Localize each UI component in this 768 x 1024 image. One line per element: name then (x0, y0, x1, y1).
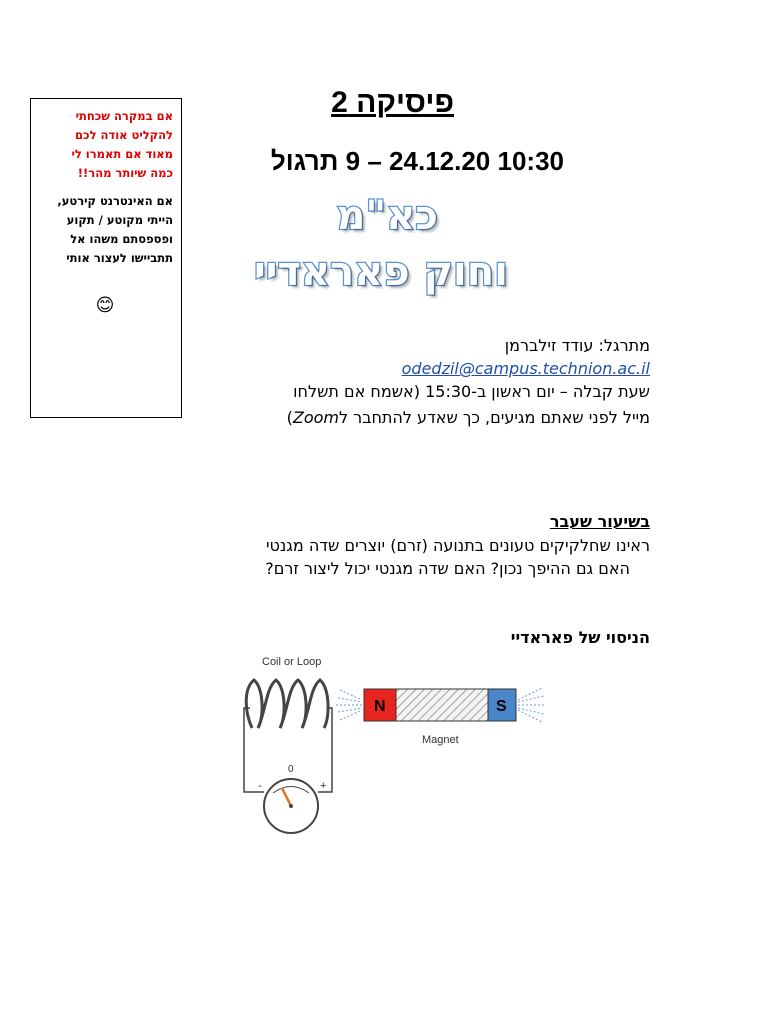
office-hours-close: ) (286, 408, 293, 427)
previous-lesson-heading: בשיעור שעבר (549, 512, 650, 531)
field-lines-right (518, 688, 546, 722)
notice-black-line: אם האינטרנט קירטע, (57, 194, 173, 208)
faraday-experiment-diagram (236, 648, 556, 848)
faraday-experiment-heading: הניסוי של פאראדיי (510, 628, 650, 647)
coil-icon (246, 680, 328, 728)
notice-red-line: להקליט אודה לכם (75, 128, 173, 142)
bar-magnet (364, 689, 516, 746)
office-hours-text: מייל לפני שאתם מגיעים, כך שאדע להתחבר ל (338, 408, 650, 427)
topic-title-line2: וחוק פאראדיי (253, 249, 508, 295)
notice-red-text (37, 107, 173, 183)
course-title: פיסיקה 2 (331, 86, 454, 119)
notice-black-line: ופספסתם משהו אל (70, 232, 173, 246)
galvanometer-icon (258, 764, 326, 833)
notice-red-line: אם במקרה שכחתי (75, 109, 173, 123)
meter-zero-label: 0 (288, 764, 294, 775)
previous-lesson-line2: האם גם ההיפך נכון? האם שדה מגנטי יכול ליצור זרם? (265, 559, 630, 578)
practice-date-line: 10:30 24.12.20 – 9 תרגול (270, 146, 564, 176)
previous-lesson-line1: ראינו שחלקיקים טעונים בתנועה (זרם) יוצרים שדה מגנטי (265, 536, 650, 555)
instructor-email-link[interactable]: odedzil@campus.technion.ac.il (401, 359, 650, 378)
south-pole-label: S (496, 698, 507, 715)
notice-box (30, 98, 182, 418)
magnet-label: Magnet (422, 734, 459, 746)
notice-black-line: הייתי מקוטע / תקוע (66, 213, 173, 227)
office-hours-line1: שעת קבלה – יום ראשון ב-15:30 (אשמח אם תשלחו (293, 382, 650, 401)
meter-minus-label: - (258, 780, 262, 792)
notice-red-line: מאוד אם תאמרו לי (71, 147, 173, 161)
north-pole-label: N (374, 698, 386, 715)
notice-black-line: תתביישו לעצור אותי (66, 251, 173, 265)
office-hours-line2 (287, 406, 650, 429)
notice-black-text (37, 192, 173, 268)
smiley-icon: 😊 (95, 295, 115, 316)
topic-title-line1: כא"מ (336, 193, 438, 239)
field-lines-left (336, 690, 362, 720)
instructor-line: מתרגל: עודד זילברמן (504, 336, 650, 355)
zoom-word: Zoom (292, 408, 339, 427)
coil-label: Coil or Loop (262, 656, 322, 668)
meter-plus-label: + (320, 780, 327, 792)
notice-red-line: כמה שיותר מהר!! (77, 166, 173, 180)
